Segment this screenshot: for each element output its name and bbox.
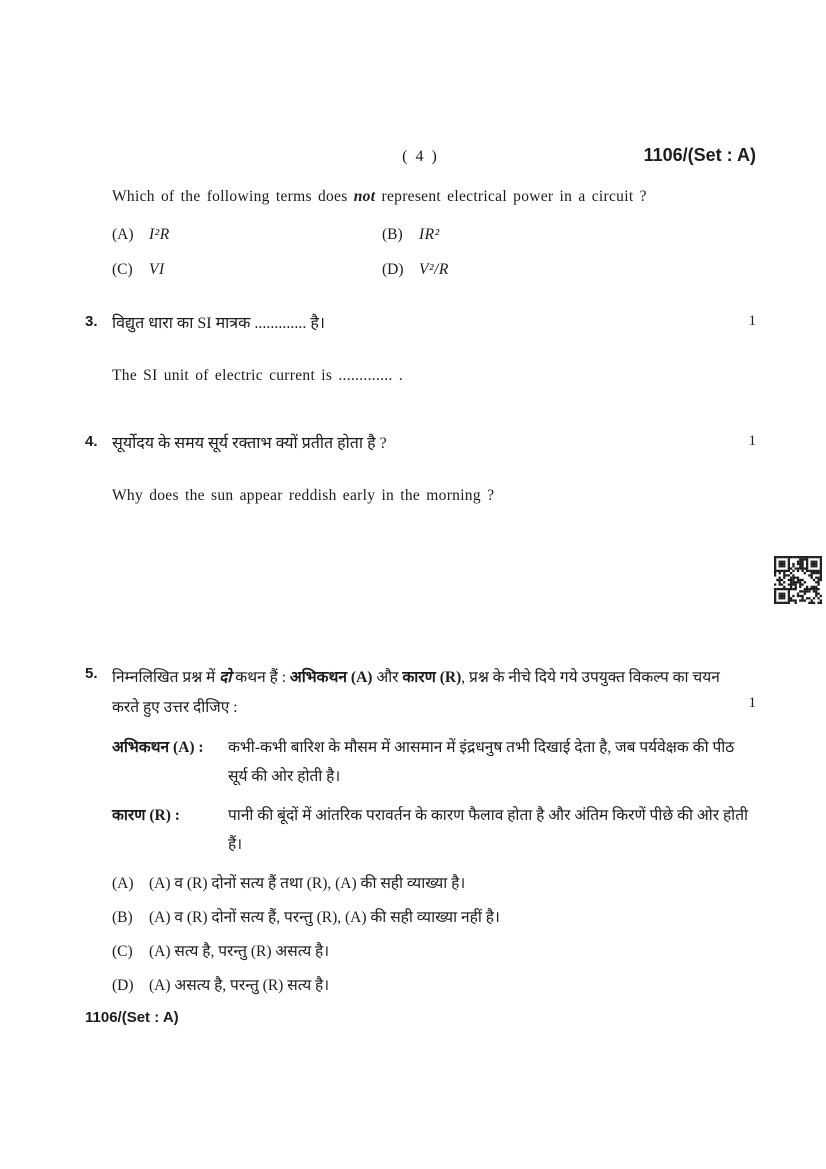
question-3-english: The SI unit of electric current is ............. . [112,367,403,384]
intro-segment: निम्नलिखित प्रश्न में [112,669,220,686]
qr-code-svg [774,556,822,604]
option-text: (A) व (R) दोनों सत्य हैं तथा (R), (A) की सही व्याख्या है। [149,875,466,892]
option-text: (A) सत्य है, परन्तु (R) असत्य है। [149,943,330,960]
option-b [382,226,652,244]
reason-row [112,801,756,859]
option-value: IR² [419,226,440,243]
set-code-footer: 1106/(Set : A) [85,1009,179,1026]
question-2-text [112,188,756,206]
question-5 [85,663,756,997]
question-4-hindi: सूर्योदय के समय सूर्य रक्ताभ क्यों प्रतीत होता है ? [112,435,387,452]
intro-segment: कथन हैं : [231,669,290,686]
question-5-intro-row [85,663,756,723]
question-4-english: Why does the sun appear reddish early in the morning ? [112,487,495,504]
option-b [112,907,756,929]
option-d [112,975,756,997]
option-c [112,941,756,963]
question-5-options [112,873,756,997]
option-text: (A) असत्य है, परन्तु (R) सत्य है। [149,977,330,994]
option-a [112,873,756,895]
page-number: ( 4 ) [402,148,439,165]
assertion-text: कभी-कभी बारिश के मौसम में आसमान में इंद्रधनुष तभी दिखाई देता है, जब पर्यवेक्षक की पीठ सूर्य की ओर होती है। [228,739,735,785]
question-5-number: 5. [85,665,98,682]
reason-text: पानी की बूंदों में आंतरिक परावर्तन के कारण फैलाव होता है और अंतिम किरणें पीछे की ओर होती हैं। [228,807,749,853]
question-2-options [112,226,756,279]
option-label: (C) [112,943,133,960]
option-d [382,261,652,279]
question-3-marks: 1 [748,313,756,329]
option-c [112,261,382,279]
question-2-text-post: represent electrical power in a circuit ? [375,188,647,205]
option-label: (C) [112,261,133,278]
option-label: (B) [382,226,403,243]
set-code-header: 1106/(Set : A) [643,145,756,165]
option-value: VI [149,261,165,278]
assertion-row [112,733,756,791]
intro-assertion-term: अभिकथन (A) [289,669,373,686]
option-label: (A) [112,875,134,892]
option-value: V²/R [419,261,449,278]
option-value: I²R [149,226,170,243]
question-5-intro [112,663,756,723]
intro-segment: और [372,669,403,686]
page-header [85,145,756,174]
option-label: (A) [112,226,134,243]
question-3-number: 3. [85,313,98,330]
option-label: (D) [382,261,404,278]
question-4-marks: 1 [748,433,756,449]
question-2-text-pre: Which of the following terms does [112,188,354,205]
option-text: (A) व (R) दोनों सत्य हैं, परन्तु (R), (A) की सही व्याख्या नहीं है। [149,909,500,926]
option-a [112,226,382,244]
option-row [112,226,756,244]
question-2-text-emphasis: not [353,188,376,205]
question-3 [85,311,756,337]
intro-segment-two: दो [219,669,232,686]
page-content [85,145,756,1026]
option-label: (B) [112,909,133,926]
question-5-marks: 1 [748,695,756,711]
intro-reason-term: कारण (R) [402,669,462,686]
option-row [112,261,756,279]
option-label: (D) [112,977,134,994]
question-4-number: 4. [85,433,98,450]
question-4 [85,431,756,457]
reason-label: कारण (R) : [112,807,180,824]
intro-segment: , प्रश्न के नीचे दिये गये उपयुक्त विकल्प का चयन करते हुए उत्तर दीजिए : [112,669,720,716]
question-3-hindi: विद्युत धारा का SI मात्रक ............. है। [112,315,325,332]
assertion-label: अभिकथन (A) : [112,739,204,756]
qr-code-icon [774,556,822,604]
